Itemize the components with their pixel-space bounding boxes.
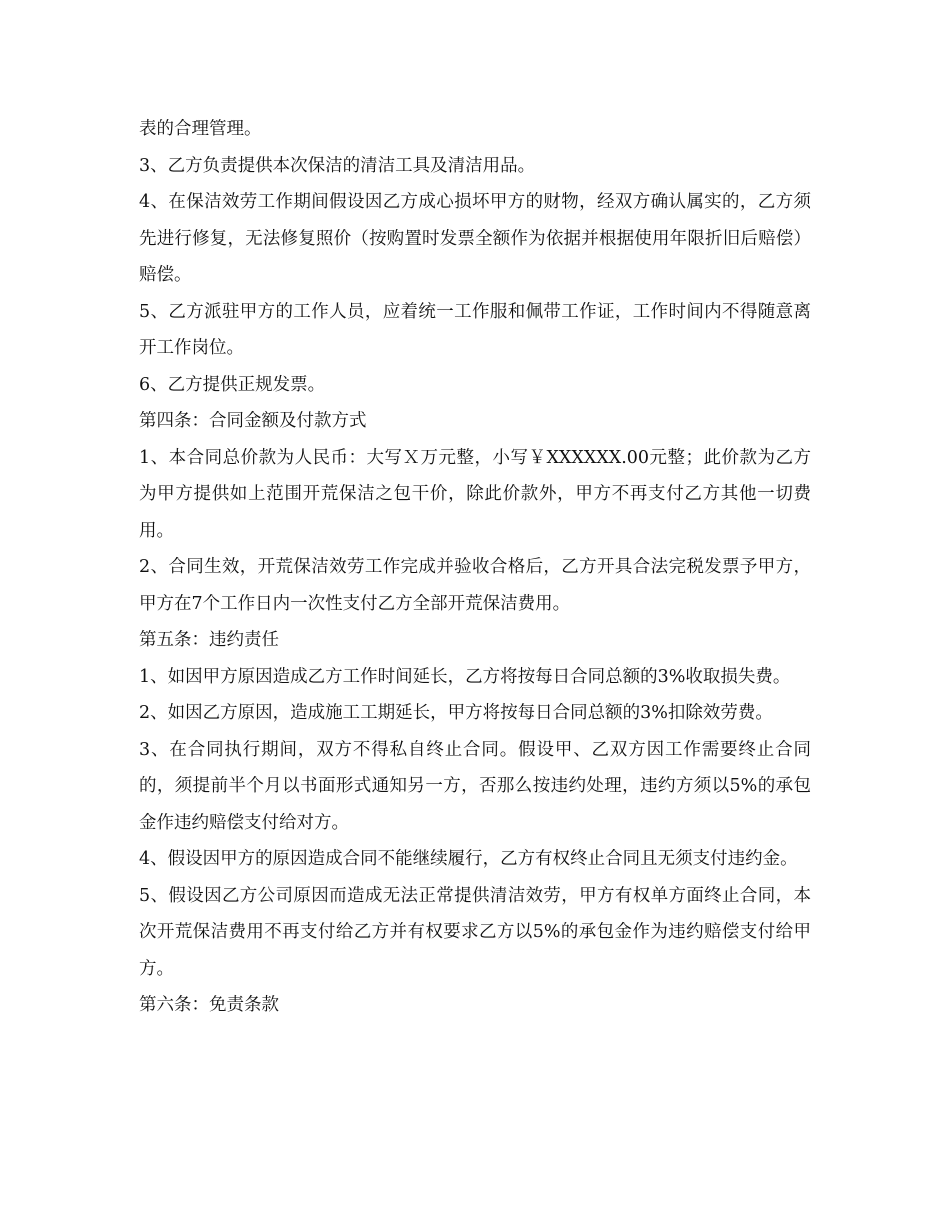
clause-5-staff-uniform: 5、乙方派驻甲方的工作人员，应着统一工作服和佩带工作证，工作时间内不得随意离开工作岗位。	[139, 301, 811, 358]
paragraph-management-end: 表的合理管理。	[139, 119, 262, 139]
breach-clause-1: 1、如因甲方原因造成乙方工作时间延长，乙方将按每日合同总额的3%收取损失费。	[139, 666, 791, 687]
payment-clause-2-payment-terms: 2、合同生效，开荒保洁效劳工作完成并验收合格后，乙方开具合法完税发票予甲方，甲方在7个工作日内一次性支付乙方全部开荒保洁费用。	[139, 557, 811, 614]
breach-clause-2: 2、如因乙方原因，造成施工工期延长，甲方将按每日合同总额的3%扣除效劳费。	[139, 703, 773, 723]
article-4-heading: 第四条：合同金额及付款方式	[139, 411, 367, 431]
clause-3-cleaning-tools: 3、乙方负责提供本次保洁的清洁工具及清洁用品。	[139, 155, 536, 176]
payment-clause-1-total-price: 1、本合同总价款为人民币：大写Ｘ万元整，小写￥XXXXXX.00元整；此价款为乙方为甲方提供如上范围开荒保洁之包干价，除此价款外，甲方不再支付乙方其他一切费用。	[139, 447, 811, 541]
document-page	[139, 111, 811, 1024]
article-6-heading: 第六条：免责条款	[139, 995, 279, 1015]
clause-6-invoice: 6、乙方提供正规发票。	[139, 374, 326, 395]
breach-clause-3: 3、在合同执行期间，双方不得私自终止合同。假设甲、乙双方因工作需要终止合同的，须提前半个月以书面形式通知另一方，否那么按违约处理，违约方须以5%的承包金作违约赔偿支付给对方。	[139, 739, 811, 833]
breach-clause-5: 5、假设因乙方公司原因而造成无法正常提供清洁效劳，甲方有权单方面终止合同，本次开荒保洁费用不再支付给乙方并有权要求乙方以5%的承包金作为违约赔偿支付给甲方。	[139, 885, 811, 979]
clause-4-damage-compensation: 4、在保洁效劳工作期间假设因乙方成心损坏甲方的财物，经双方确认属实的，乙方须先进行修复，无法修复照价（按购置时发票全额作为依据并根据使用年限折旧后赔偿）赔偿。	[139, 192, 811, 285]
article-5-heading: 第五条：违约责任	[139, 630, 279, 650]
breach-clause-4: 4、假设因甲方的原因造成合同不能继续履行，乙方有权终止合同且无须支付违约金。	[139, 849, 798, 869]
